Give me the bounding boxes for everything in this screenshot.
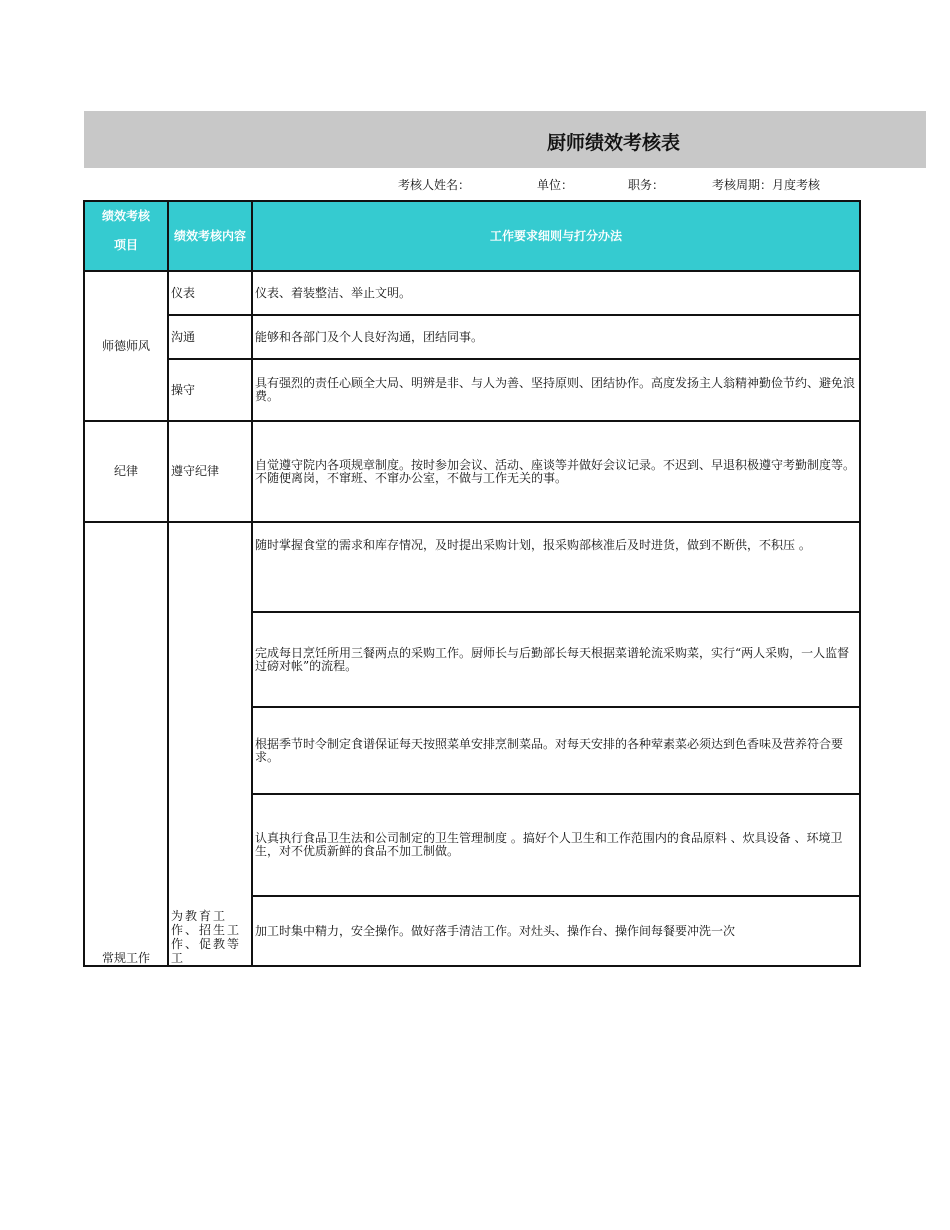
assessment-period-label: 考核周期：月度考核	[712, 178, 821, 192]
requirement-cell: 能够和各部门及个人良好沟通，团结同事。	[252, 315, 860, 359]
title-band	[84, 111, 926, 168]
category-cell: 纪律	[84, 421, 168, 522]
table-row	[84, 421, 860, 522]
item-cell: 为教育工作、招生工作、促教等工	[168, 522, 252, 966]
table-row	[84, 359, 860, 421]
category-cell: 常规工作	[84, 522, 168, 966]
category-cell: 师德师风	[84, 271, 168, 421]
requirement-cell: 加工时集中精力，安全操作。做好落手清洁工作。对灶头、操作台、操作间每餐要冲洗一次	[252, 896, 860, 966]
item-cell: 沟通	[168, 315, 252, 359]
table-row	[84, 315, 860, 359]
requirement-cell: 随时掌握食堂的需求和库存情况，及时提出采购计划，报采购部核准后及时进货，做到不断供，不积压 。	[252, 522, 860, 612]
table-row	[84, 522, 860, 612]
unit-label: 单位：	[537, 178, 574, 192]
item-cell: 遵守纪律	[168, 421, 252, 522]
page-title: 厨师绩效考核表	[547, 132, 681, 154]
item-cell: 操守	[168, 359, 252, 421]
table-row	[84, 271, 860, 315]
position-label: 职务：	[628, 178, 665, 192]
requirement-cell: 认真执行食品卫生法和公司制定的卫生管理制度 。搞好个人卫生和工作范围内的食品原料 、炊具设备 、环境卫生，对不优质新鲜的食品不加工制做。	[252, 794, 860, 896]
assessee-name-label: 考核人姓名：	[398, 178, 471, 192]
header-requirements: 工作要求细则与打分办法	[252, 201, 860, 271]
requirement-cell: 自觉遵守院内各项规章制度。按时参加会议、活动、座谈等并做好会议记录。不迟到、早退积极遵守考勤制度等。不随便离岗，不窜班、不窜办公室，不做与工作无关的事。	[252, 421, 860, 522]
requirement-cell: 完成每日烹饪所用三餐两点的采购工作。厨师长与后勤部长每天根据菜谱轮流采购菜，实行“两人采购，一人监督过磅对帐”的流程。	[252, 612, 860, 707]
requirement-cell: 仪表、着装整洁、举止文明。	[252, 271, 860, 315]
requirement-cell: 根据季节时令制定食谱保证每天按照菜单安排烹制菜品。对每天安排的各种荤素菜必须达到色香味及营养符合要求。	[252, 707, 860, 794]
item-cell: 仪表	[168, 271, 252, 315]
assessment-table	[83, 200, 861, 967]
header-content: 绩效考核内容	[168, 201, 252, 271]
header-item: 绩效考核 项目	[84, 201, 168, 271]
header-row	[84, 201, 860, 271]
requirement-cell: 具有强烈的责任心顾全大局、明辨是非、与人为善、坚持原则、团结协作。高度发扬主人翁精神勤俭节约、避免浪费。	[252, 359, 860, 421]
